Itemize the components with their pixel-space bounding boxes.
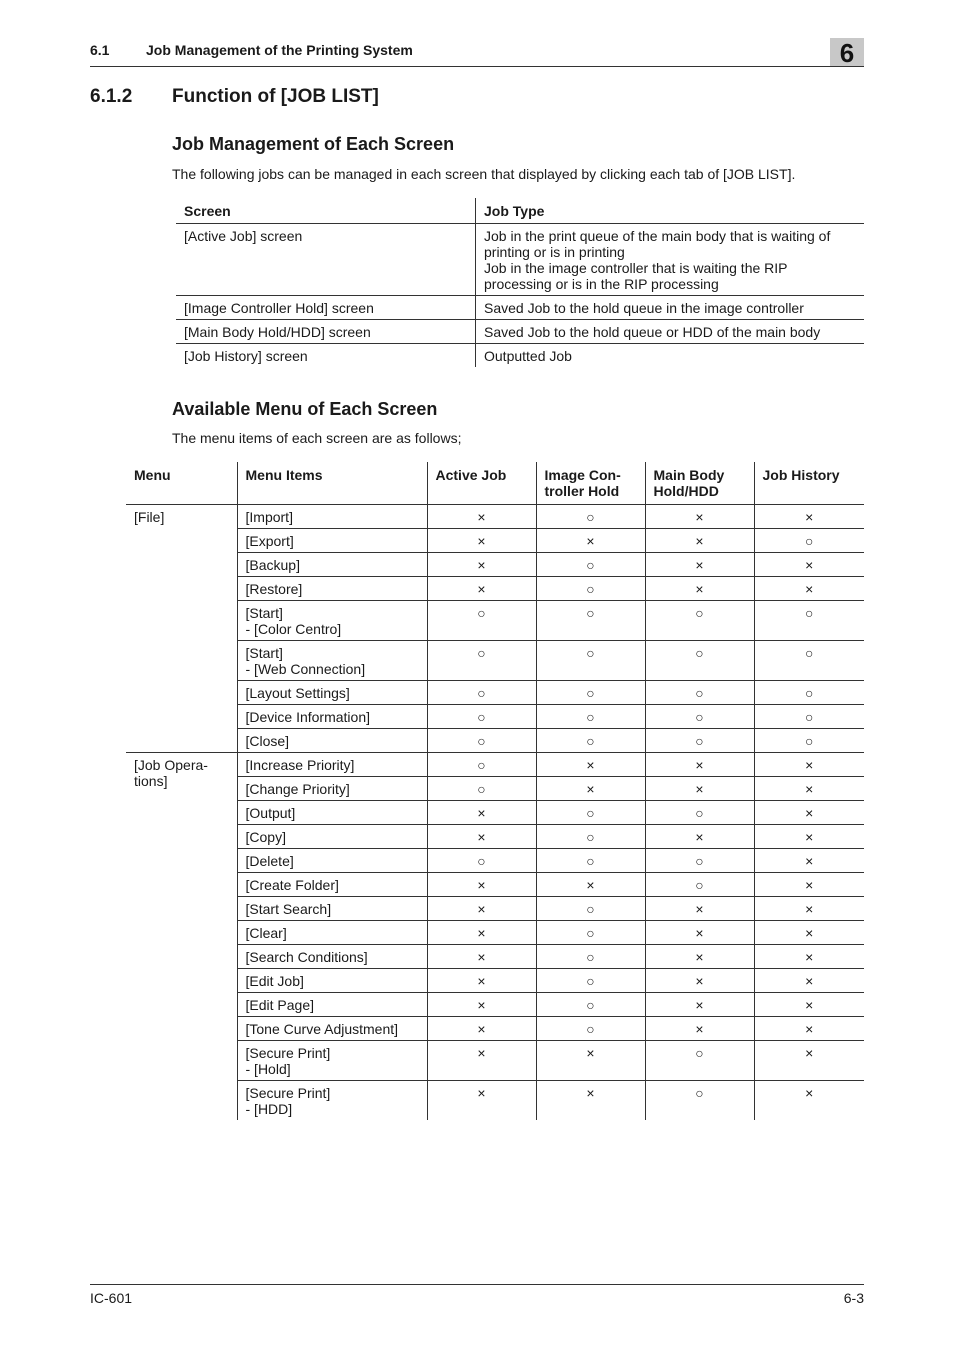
table-row: [126, 705, 864, 729]
availability-mark: ×: [645, 993, 754, 1017]
screen-cell: [Active Job] screen: [176, 224, 476, 296]
menu-item-cell: [237, 825, 427, 849]
menu-item-line: [Secure Print]: [245, 1085, 331, 1101]
footer-page-number: 6-3: [843, 1290, 864, 1306]
table-row: [126, 529, 864, 553]
availability-mark: ○: [536, 993, 645, 1017]
table-row: [126, 801, 864, 825]
menu-item-cell: [237, 553, 427, 577]
availability-mark: ○: [536, 505, 645, 529]
screen-cell: [Image Controller Hold] screen: [176, 296, 476, 320]
availability-mark: ×: [427, 1017, 536, 1041]
menu-item-line: [Start]: [245, 605, 283, 621]
menu-item-cell: [237, 729, 427, 753]
menu-item-line: [Backup]: [245, 557, 300, 573]
menu-item-cell: [237, 945, 427, 969]
page-footer: [90, 1284, 864, 1309]
menu-item-cell: [237, 873, 427, 897]
availability-mark: ×: [536, 777, 645, 801]
screen-cell: [Job History] screen: [176, 344, 476, 368]
availability-mark: ○: [536, 801, 645, 825]
availability-mark: ×: [754, 1017, 864, 1041]
menu-item-cell: [237, 801, 427, 825]
table-row: [176, 296, 864, 320]
column-header-job-history: [754, 462, 864, 505]
availability-mark: ○: [754, 641, 864, 681]
section-title: Function of [JOB LIST]: [172, 86, 379, 107]
table-row: [126, 553, 864, 577]
availability-mark: ×: [427, 945, 536, 969]
table-header-row: [126, 462, 864, 505]
job-management-intro: The following jobs can be managed in each screen that displayed by clicking each tab of [JOB LIST].: [172, 166, 796, 182]
menu-item-cell: [237, 601, 427, 641]
menu-item-cell: [237, 753, 427, 777]
table-row: [126, 825, 864, 849]
table-row: [126, 1041, 864, 1081]
menu-group-line: [File]: [134, 509, 165, 525]
availability-mark: ×: [427, 1041, 536, 1081]
availability-mark: ○: [427, 753, 536, 777]
availability-mark: ×: [754, 777, 864, 801]
available-menu-heading: Available Menu of Each Screen: [172, 399, 438, 419]
menu-item-line: [Copy]: [245, 829, 286, 845]
availability-mark: ○: [536, 601, 645, 641]
screen-cell: [Main Body Hold/HDD] screen: [176, 320, 476, 344]
availability-mark: ×: [645, 777, 754, 801]
availability-mark: ×: [754, 753, 864, 777]
job-management-heading: Job Management of Each Screen: [172, 134, 455, 154]
table-row: [126, 969, 864, 993]
availability-mark: ×: [427, 825, 536, 849]
availability-mark: ○: [427, 777, 536, 801]
table-header-row: [176, 198, 864, 224]
availability-mark: ○: [536, 553, 645, 577]
availability-mark: ×: [754, 849, 864, 873]
menu-item-cell: [237, 897, 427, 921]
availability-mark: ×: [645, 529, 754, 553]
table-row: [126, 849, 864, 873]
availability-mark: ×: [645, 505, 754, 529]
section-number: 6.1.2: [90, 86, 133, 107]
availability-mark: ×: [645, 969, 754, 993]
availability-mark: ○: [536, 849, 645, 873]
availability-mark: ○: [754, 705, 864, 729]
table-row: [126, 1081, 864, 1121]
availability-mark: ×: [645, 553, 754, 577]
job-type-line: Job in the image controller that is waiting the RIP: [484, 260, 788, 276]
table-row: [126, 753, 864, 777]
availability-mark: ○: [427, 705, 536, 729]
table-row: [126, 681, 864, 705]
menu-item-line: [Search Conditions]: [245, 949, 368, 965]
availability-mark: ○: [645, 705, 754, 729]
menu-item-cell: [237, 577, 427, 601]
availability-mark: ×: [754, 897, 864, 921]
job-type-line: Outputted Job: [484, 348, 572, 364]
availability-mark: ×: [645, 897, 754, 921]
menu-item-cell: [237, 529, 427, 553]
menu-item-line: [Secure Print]: [245, 1045, 331, 1061]
menu-item-line: [Layout Settings]: [245, 685, 350, 701]
availability-mark: ○: [427, 681, 536, 705]
menu-group-cell: [126, 753, 237, 1121]
menu-item-line: [Close]: [245, 733, 290, 749]
table-row: [126, 601, 864, 641]
availability-mark: ×: [754, 1041, 864, 1081]
column-header-line: troller Hold: [544, 483, 620, 499]
availability-mark: ×: [805, 1085, 814, 1101]
menu-item-line: [Change Priority]: [245, 781, 350, 797]
menu-item-cell: [237, 681, 427, 705]
column-header-active-job: [427, 462, 536, 505]
availability-mark: ×: [645, 577, 754, 601]
chapter-badge: 6: [830, 38, 864, 66]
table-row: [126, 641, 864, 681]
table-row: [126, 993, 864, 1017]
availability-mark: ○: [427, 601, 536, 641]
table-row: [126, 921, 864, 945]
availability-mark: ○: [754, 601, 864, 641]
footer-model: IC-601: [90, 1290, 133, 1306]
availability-mark: ×: [427, 921, 536, 945]
availability-mark: ○: [427, 641, 536, 681]
column-header-image-controller-hold: [536, 462, 645, 505]
availability-mark: ×: [754, 873, 864, 897]
table-row: [126, 945, 864, 969]
availability-mark: ○: [536, 897, 645, 921]
availability-mark: ×: [754, 825, 864, 849]
column-header-screen: Screen: [176, 198, 476, 224]
availability-mark: ○: [645, 601, 754, 641]
menu-item-cell: [237, 641, 427, 681]
menu-item-cell: [237, 969, 427, 993]
job-type-cell: [476, 344, 865, 368]
job-type-line: Saved Job to the hold queue in the image controller: [484, 300, 804, 316]
page-header: [90, 38, 864, 68]
table-row: [126, 729, 864, 753]
availability-mark: ○: [427, 849, 536, 873]
availability-mark: ○: [536, 969, 645, 993]
availability-mark: ○: [645, 801, 754, 825]
availability-mark: ×: [427, 993, 536, 1017]
menu-item-cell: [237, 705, 427, 729]
menu-item-line: - [Web Connection]: [245, 661, 366, 677]
column-header-menu-items: [237, 462, 427, 505]
column-header-line: Hold/HDD: [653, 483, 719, 499]
availability-mark: ×: [645, 825, 754, 849]
menu-item-line: [Output]: [245, 805, 296, 821]
availability-mark: ×: [427, 577, 536, 601]
menu-group-cell: [126, 505, 237, 753]
column-header-line: Menu Items: [245, 467, 323, 483]
availability-mark: ×: [427, 1081, 536, 1121]
menu-group-line: [Job Opera-: [134, 757, 208, 773]
availability-mark: ×: [754, 945, 864, 969]
column-header-line: Main Body: [653, 467, 725, 483]
availability-mark: ×: [754, 993, 864, 1017]
menu-item-line: [Create Folder]: [245, 877, 339, 893]
availability-mark: ○: [536, 1017, 645, 1041]
job-management-table: [176, 198, 864, 367]
table-row: [126, 777, 864, 801]
menu-item-cell: [237, 505, 427, 529]
menu-item-cell: [237, 993, 427, 1017]
availability-mark: ○: [536, 705, 645, 729]
menu-item-cell: [237, 921, 427, 945]
availability-mark: ○: [645, 1081, 754, 1121]
availability-mark: ×: [536, 1041, 645, 1081]
header-section-title: Job Management of the Printing System: [146, 42, 413, 58]
availability-mark: ×: [427, 873, 536, 897]
availability-mark: ○: [645, 849, 754, 873]
menu-item-line: [Delete]: [245, 853, 294, 869]
menu-item-line: [Device Information]: [245, 709, 370, 725]
availability-mark: ○: [536, 577, 645, 601]
table-row: [176, 320, 864, 344]
menu-item-line: [Clear]: [245, 925, 287, 941]
availability-mark: ×: [427, 969, 536, 993]
availability-mark: ×: [754, 505, 864, 529]
availability-mark: ○: [645, 681, 754, 705]
menu-item-cell: [237, 1041, 427, 1081]
menu-group-line: tions]: [134, 773, 168, 789]
menu-item-cell: [237, 777, 427, 801]
menu-item-line: [Import]: [245, 509, 293, 525]
availability-mark: ○: [645, 1041, 754, 1081]
availability-mark: ×: [427, 897, 536, 921]
availability-mark: ×: [645, 921, 754, 945]
column-header-line: Job History: [762, 467, 840, 483]
table-row: [176, 344, 864, 368]
availability-mark: ○: [645, 873, 754, 897]
column-header-line: Active Job: [435, 467, 507, 483]
availability-mark: ×: [645, 1017, 754, 1041]
column-header-menu: [126, 462, 237, 505]
menu-item-line: [Start Search]: [245, 901, 332, 917]
column-header-line: Image Con-: [544, 467, 621, 483]
availability-mark: ×: [754, 553, 864, 577]
availability-mark: ○: [754, 529, 864, 553]
column-header-job-type: Job Type: [476, 198, 865, 224]
availability-mark: ○: [754, 729, 864, 753]
menu-item-line: [Start]: [245, 645, 283, 661]
availability-mark: ○: [536, 681, 645, 705]
availability-mark: ○: [536, 729, 645, 753]
job-type-line: processing or is in the RIP processing: [484, 276, 719, 292]
job-type-line: printing or is in printing: [484, 244, 625, 260]
availability-mark: ×: [754, 921, 864, 945]
menu-item-line: [Restore]: [245, 581, 303, 597]
table-row: [126, 577, 864, 601]
availability-mark: ○: [536, 945, 645, 969]
menu-availability-table: [126, 462, 864, 1120]
job-type-cell: [476, 224, 865, 296]
header-section-number: 6.1: [90, 42, 110, 58]
availability-mark: ×: [536, 1081, 645, 1121]
availability-mark: ×: [427, 505, 536, 529]
availability-mark: ×: [645, 753, 754, 777]
menu-item-line: [Increase Priority]: [245, 757, 355, 773]
availability-mark: ○: [427, 729, 536, 753]
job-type-line: Job in the print queue of the main body that is waiting of: [484, 228, 831, 244]
availability-mark: ×: [427, 553, 536, 577]
availability-mark: ×: [536, 873, 645, 897]
menu-item-line: [Edit Page]: [245, 997, 314, 1013]
availability-mark: ×: [536, 753, 645, 777]
availability-mark: ×: [754, 969, 864, 993]
menu-item-line: - [HDD]: [245, 1101, 293, 1117]
column-header-main-body-hold-hdd: [645, 462, 754, 505]
availability-mark: ×: [645, 945, 754, 969]
availability-mark: ×: [754, 801, 864, 825]
availability-mark: ○: [645, 641, 754, 681]
availability-mark: ×: [536, 529, 645, 553]
table-row: [126, 1017, 864, 1041]
availability-mark: ×: [427, 801, 536, 825]
menu-item-line: [Export]: [245, 533, 294, 549]
availability-mark: ○: [536, 921, 645, 945]
menu-item-line: - [Color Centro]: [245, 621, 342, 637]
availability-mark: ○: [536, 825, 645, 849]
table-row: [126, 505, 864, 529]
job-type-cell: [476, 320, 865, 344]
availability-mark: ×: [754, 577, 864, 601]
menu-item-cell: [237, 849, 427, 873]
availability-mark: ○: [754, 681, 864, 705]
menu-item-line: [Edit Job]: [245, 973, 304, 989]
table-row: [126, 873, 864, 897]
availability-mark: ×: [427, 529, 536, 553]
menu-item-cell: [237, 1081, 427, 1121]
menu-item-line: [Tone Curve Adjustment]: [245, 1021, 399, 1037]
availability-mark: ○: [645, 729, 754, 753]
job-type-cell: [476, 296, 865, 320]
table-row: [126, 897, 864, 921]
menu-item-line: - [Hold]: [245, 1061, 291, 1077]
column-header-line: Menu: [134, 467, 171, 483]
table-row: [176, 224, 864, 296]
menu-item-cell: [237, 1017, 427, 1041]
availability-mark: ○: [536, 641, 645, 681]
job-type-line: Saved Job to the hold queue or HDD of the main body: [484, 324, 821, 340]
available-menu-intro: The menu items of each screen are as follows;: [172, 430, 462, 446]
